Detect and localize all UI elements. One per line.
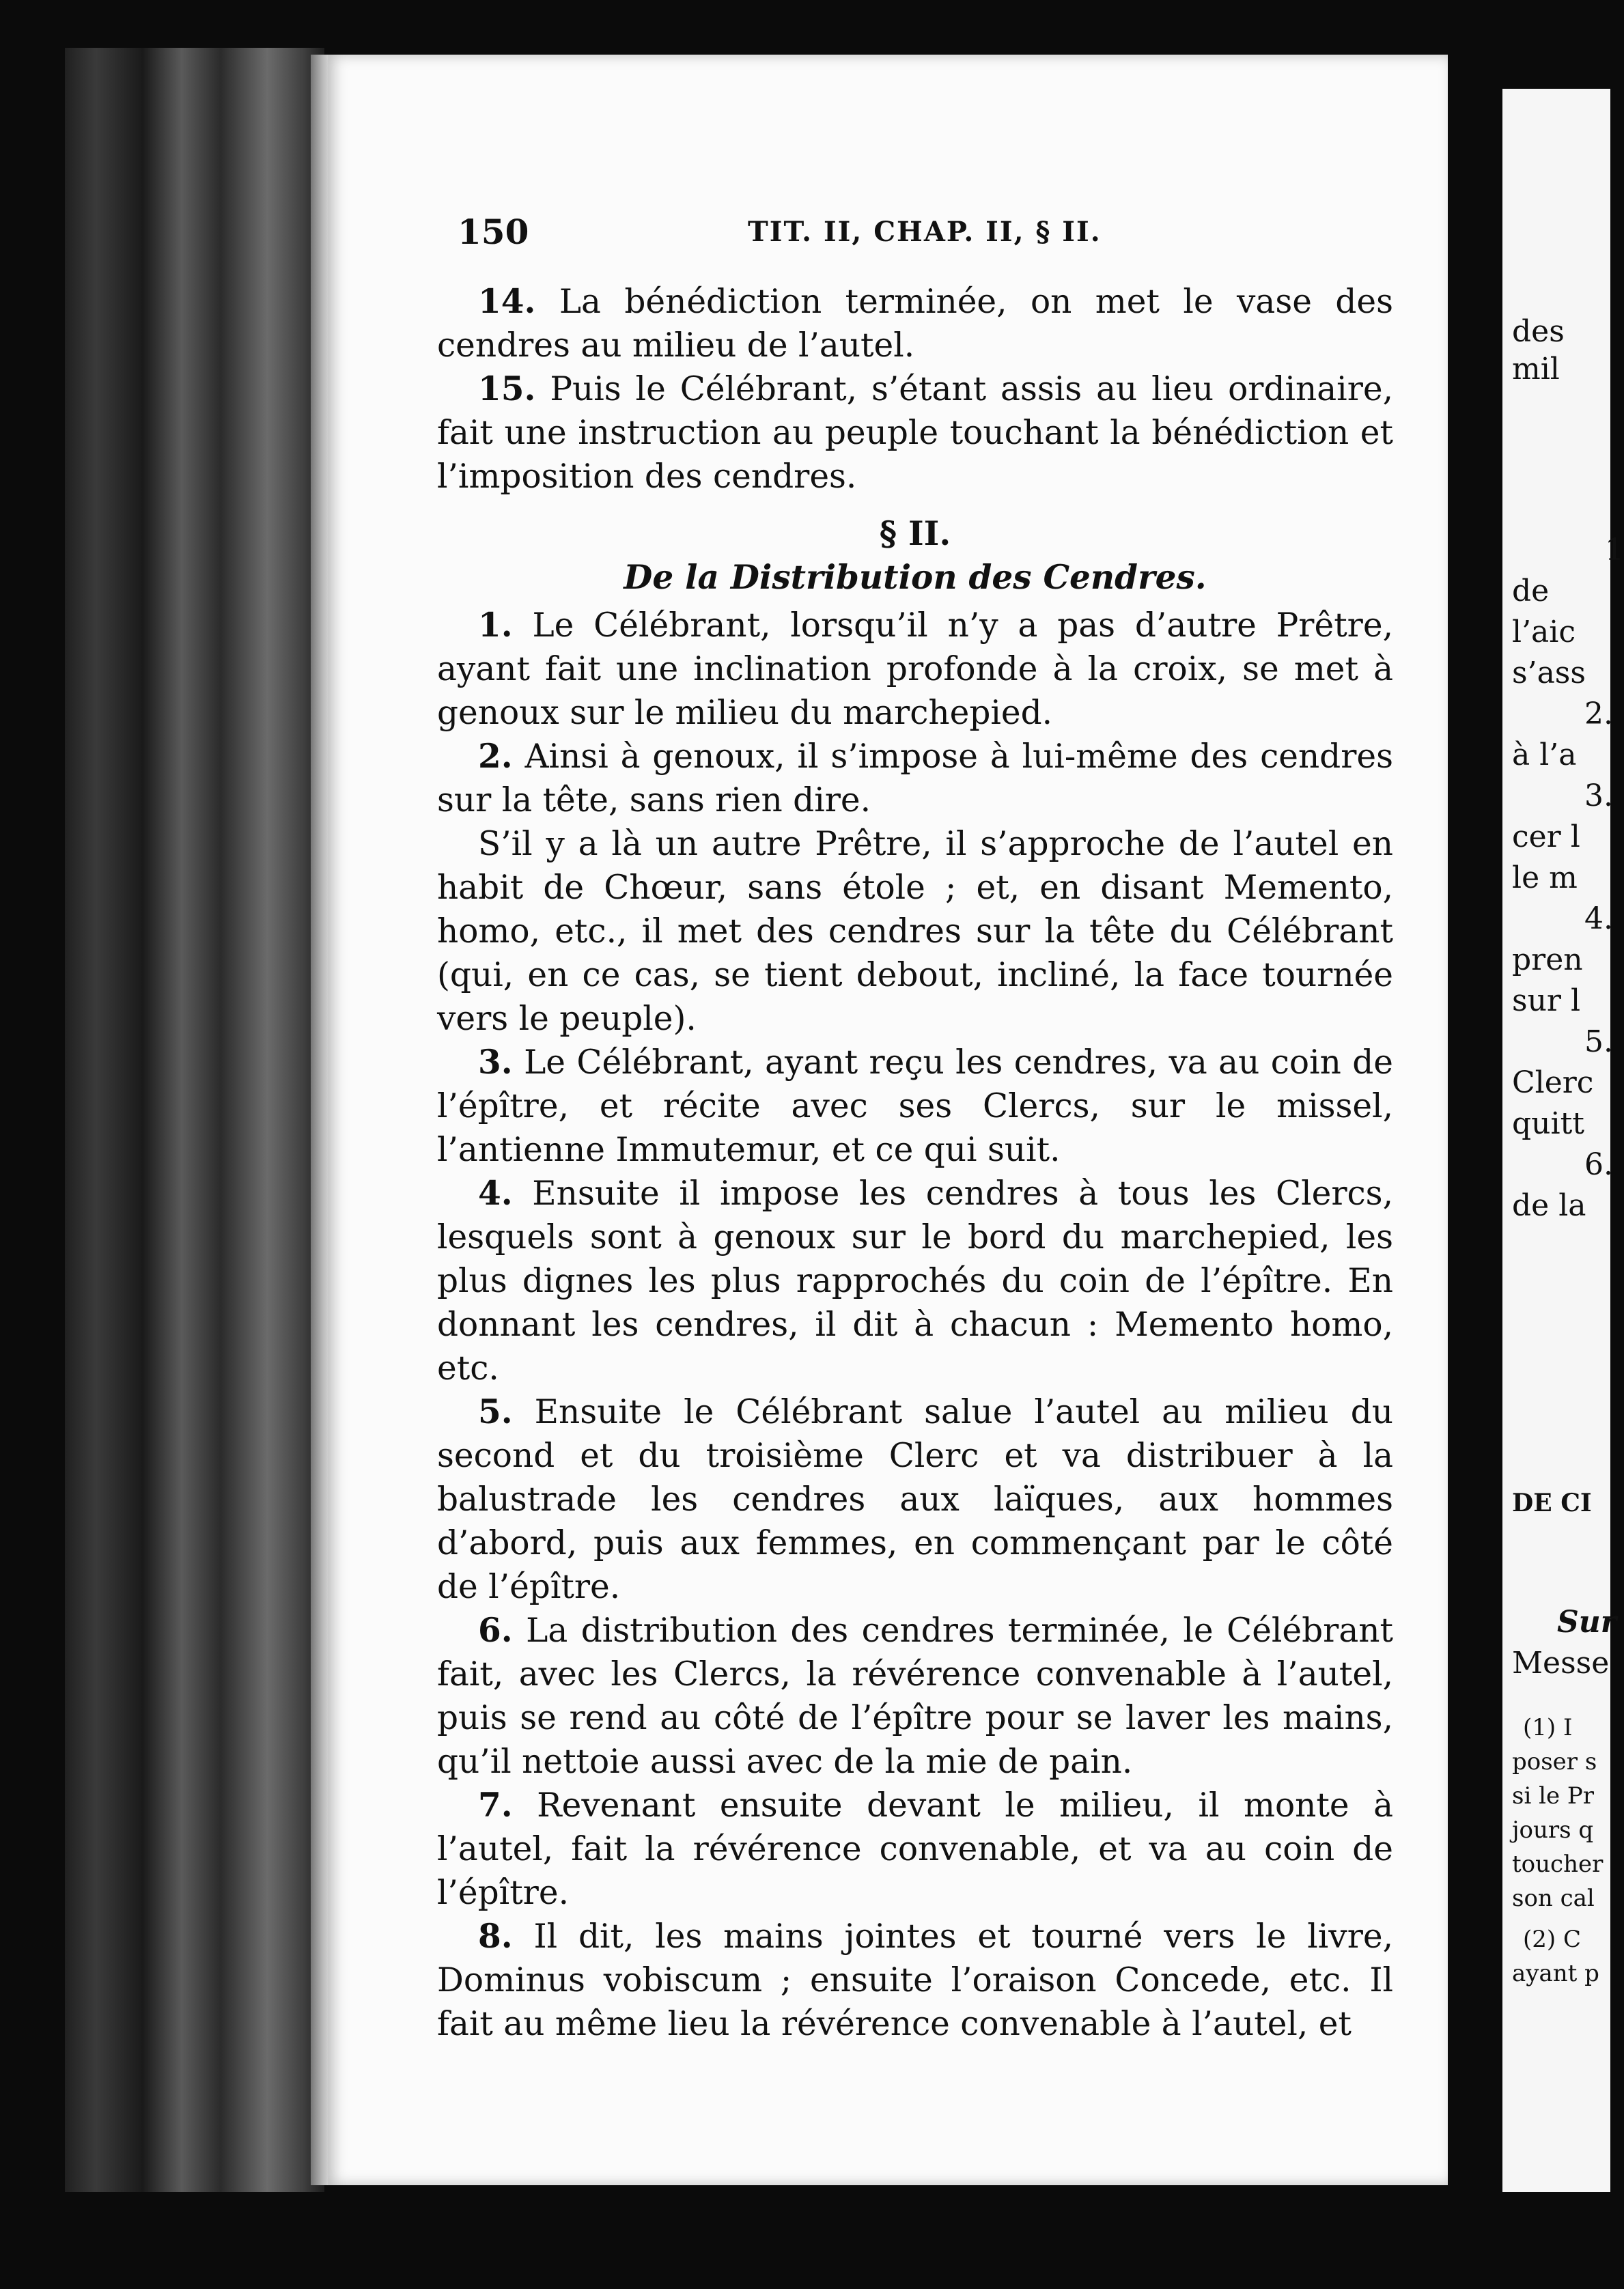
paragraph-text: La bénédiction terminée, on met le vase des cendres au milieu de l’autel. [437, 283, 1393, 365]
page-number: 150 [458, 212, 529, 252]
fragment-line: jours q [1512, 1816, 1594, 1844]
fragment-line: 5. [1584, 1024, 1613, 1059]
fragment-line: le m [1512, 860, 1578, 895]
paragraph-text: S’il y a là un autre Prêtre, il s’approche de l’autel en habit de Chœur, sans étole ; et, en disant Memento, homo, etc., il met des cendres sur la tête du Célébrant (qui, en ce cas, se tient debout, incliné, la face tournée vers le peuple). [437, 825, 1393, 1038]
paragraph-text: Ensuite il impose les cendres à tous les Clercs, lesquels sont à genoux sur le bord du marchepied, les plus dignes les plus rapprochés du coin de l’épître. En donnant les cendres, il dit à chacun : Memento homo, etc. [437, 1175, 1393, 1388]
paragraph-number: 3. [478, 1043, 513, 1082]
fragment-line: à l’a [1512, 738, 1577, 772]
paragraph [437, 1041, 1393, 1172]
fragment-line: (2) C [1523, 1926, 1581, 1953]
fragment-line: toucher [1512, 1851, 1604, 1878]
paragraph-number: 15. [478, 369, 536, 408]
fragment-line: des [1512, 314, 1565, 349]
fragment-line: sur l [1512, 983, 1581, 1018]
book-spine [65, 48, 324, 2192]
paragraph-text: Il dit, les mains jointes et tourné vers le livre, Dominus vobiscum ; ensuite l’oraison Concede, etc. Il fait au même lieu la révérence convenable à l’autel, et [437, 1918, 1394, 2043]
fragment-line: DE CI [1512, 1489, 1592, 1517]
fragment-line: Messe [1512, 1646, 1610, 1681]
paragraph-text: Le Célébrant, lorsqu’il n’y a pas d’autre Prêtre, ayant fait une inclination profonde à la croix, se met à genoux sur le milieu du marchepied. [437, 606, 1393, 732]
paragraph-text: Ensuite le Célébrant salue l’autel au milieu du second et du troisième Clerc et va distribuer à la balustrade les cendres aux laïques, aux hommes d’abord, puis aux femmes, en commençant par le côté de l’épître. [437, 1393, 1393, 1606]
fragment-line: Sur [1557, 1605, 1616, 1640]
fragment-line: son cal [1512, 1885, 1595, 1912]
fragment-line: quitt [1512, 1106, 1584, 1141]
paragraph-number: 5. [478, 1392, 513, 1431]
paragraph-text: Ainsi à genoux, il s’impose à lui-même des cendres sur la tête, sans rien dire. [437, 738, 1393, 819]
paragraph-number: 8. [478, 1917, 513, 1956]
fragment-line: 4. [1584, 901, 1613, 936]
paragraph [437, 280, 1393, 367]
paragraph-text: Puis le Célébrant, s’étant assis au lieu ordinaire, fait une instruction au peuple touchant la bénédiction et l’imposition des cendres. [437, 370, 1393, 496]
fragment-line: ayant p [1512, 1960, 1599, 1987]
fragment-line: (1) I [1523, 1714, 1573, 1741]
fragment-line: poser s [1512, 1748, 1597, 1775]
fragment-line: si le Pr [1512, 1782, 1595, 1810]
paragraph [437, 735, 1393, 822]
fragment-line: cer l [1512, 819, 1580, 854]
fragment-line: 6. [1584, 1147, 1613, 1182]
paragraph-text: Revenant ensuite devant le milieu, il monte à l’autel, fait la révérence convenable, et va au coin de l’épître. [437, 1786, 1393, 1912]
paragraph-number: 4. [478, 1174, 513, 1213]
fragment-line: de la [1512, 1188, 1586, 1223]
paragraph-number: 1. [478, 606, 513, 645]
section-title: De la Distribution des Cendres. [624, 558, 1207, 597]
paragraph [437, 1172, 1393, 1390]
paragraph-number: 7. [478, 1786, 513, 1825]
paragraph-number: 6. [478, 1611, 513, 1650]
paragraph [437, 1784, 1393, 1915]
paragraph [437, 822, 1393, 1041]
fragment-line: 2. [1584, 697, 1613, 731]
paragraph-number: 14. [478, 282, 536, 321]
paragraph-text: Le Célébrant, ayant reçu les cendres, va au coin de l’épître, et récite avec ses Clercs, sur le missel, l’antienne Immutemur, et ce qui suit. [437, 1043, 1394, 1169]
fragment-line: 1 [1605, 533, 1624, 567]
right-page-fragment [1502, 89, 1624, 2192]
section-mark: § II. [879, 514, 951, 553]
fragment-line: Clerc [1512, 1065, 1594, 1100]
main-text [437, 280, 1393, 2046]
paragraph [437, 1915, 1393, 2046]
paragraph [437, 604, 1393, 735]
fragment-line: l’aic [1512, 615, 1576, 649]
fragment-line: s’ass [1512, 656, 1586, 690]
paragraph-number: 2. [478, 737, 513, 776]
paragraph-text: La distribution des cendres terminée, le Célébrant fait, avec les Clercs, la révérence convenable à l’autel, puis se rend au côté de l’épître pour se laver les mains, qu’il nettoie aussi avec de la mie de pain. [437, 1612, 1393, 1781]
fragment-line: 3. [1584, 778, 1613, 813]
paragraph [437, 367, 1393, 498]
fragment-line: pren [1512, 942, 1583, 977]
running-head: TIT. II, CHAP. II, § II. [748, 216, 1102, 248]
page-header [458, 212, 1386, 259]
paragraph [437, 1390, 1393, 1609]
paragraph [437, 1609, 1393, 1784]
fragment-line: mil [1512, 352, 1560, 387]
fragment-line: de [1512, 574, 1550, 608]
